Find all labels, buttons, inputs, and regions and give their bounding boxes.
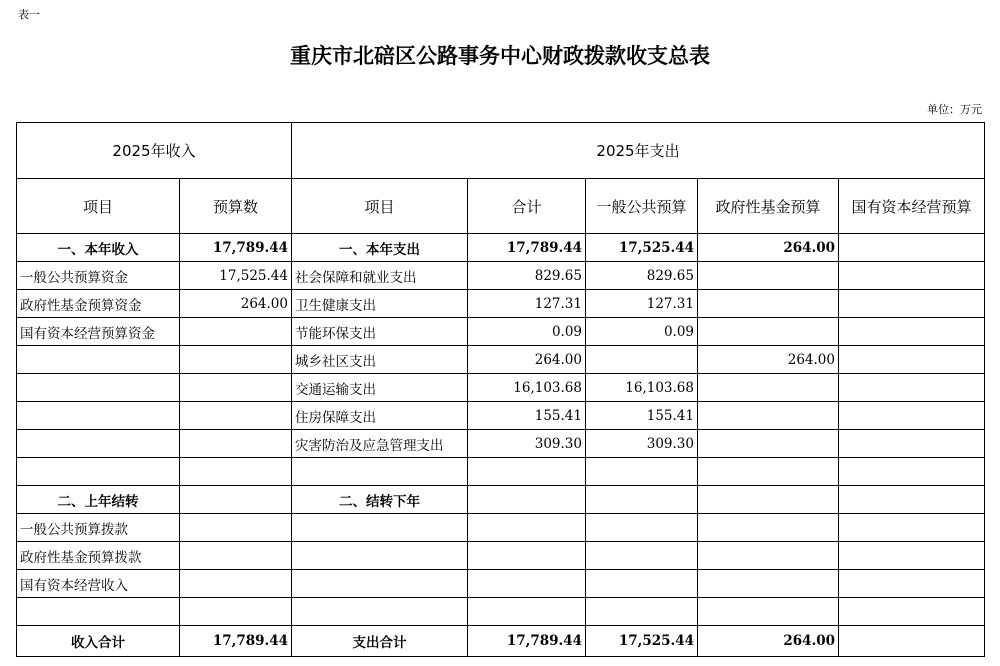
general-budget-cell: 0.09 [586, 318, 698, 346]
income-item-cell: 收入合计 [17, 626, 180, 657]
table-row [17, 290, 985, 318]
general-budget-cell [586, 346, 698, 374]
income-item-cell [17, 346, 180, 374]
income-item-cell: 一般公共预算拨款 [17, 514, 180, 542]
state-capital-cell [839, 290, 985, 318]
income-value-cell [180, 402, 292, 430]
fund-budget-header: 政府性基金预算 [698, 179, 839, 234]
state-capital-cell [839, 402, 985, 430]
fund-budget-cell [698, 262, 839, 290]
general-budget-cell [586, 542, 698, 570]
expense-item-cell: 支出合计 [292, 626, 468, 657]
general-budget-cell: 16,103.68 [586, 374, 698, 402]
expense-item-cell [292, 458, 468, 486]
income-item-cell [17, 598, 180, 626]
general-budget-cell: 17,525.44 [586, 626, 698, 657]
expense-item-cell: 一、本年支出 [292, 234, 468, 262]
table-row [17, 542, 985, 570]
expense-total-cell: 155.41 [468, 402, 586, 430]
table-row [17, 430, 985, 458]
expense-item-cell: 灾害防治及应急管理支出 [292, 430, 468, 458]
expense-total-header: 合计 [468, 179, 586, 234]
state-capital-cell [839, 318, 985, 346]
income-value-cell [180, 458, 292, 486]
income-item-cell: 政府性基金预算拨款 [17, 542, 180, 570]
budget-table [16, 122, 985, 657]
income-value-cell: 17,789.44 [180, 626, 292, 657]
income-item-cell [17, 374, 180, 402]
general-budget-cell [586, 486, 698, 514]
general-budget-cell [586, 570, 698, 598]
income-value-cell [180, 514, 292, 542]
general-budget-cell: 155.41 [586, 402, 698, 430]
income-value-cell: 264.00 [180, 290, 292, 318]
expense-total-cell: 0.09 [468, 318, 586, 346]
expense-item-cell: 城乡社区支出 [292, 346, 468, 374]
income-value-cell: 17,525.44 [180, 262, 292, 290]
expense-total-cell [468, 542, 586, 570]
expense-item-cell [292, 598, 468, 626]
table-row [17, 458, 985, 486]
form-number: 表一 [18, 8, 40, 21]
expense-item-cell: 二、结转下年 [292, 486, 468, 514]
expense-item-cell [292, 570, 468, 598]
expense-total-cell [468, 458, 586, 486]
table-row [17, 626, 985, 657]
state-capital-cell [839, 486, 985, 514]
income-item-cell [17, 458, 180, 486]
general-budget-cell: 309.30 [586, 430, 698, 458]
table-row [17, 402, 985, 430]
income-item-cell: 二、上年结转 [17, 486, 180, 514]
income-value-cell: 17,789.44 [180, 234, 292, 262]
fund-budget-cell [698, 290, 839, 318]
general-budget-cell [586, 598, 698, 626]
fund-budget-cell [698, 458, 839, 486]
table-row [17, 486, 985, 514]
expense-total-cell: 309.30 [468, 430, 586, 458]
table-row [17, 234, 985, 262]
income-value-cell [180, 570, 292, 598]
state-capital-cell [839, 542, 985, 570]
expense-item-cell: 节能环保支出 [292, 318, 468, 346]
expense-total-cell [468, 486, 586, 514]
expense-total-cell [468, 598, 586, 626]
general-budget-cell: 829.65 [586, 262, 698, 290]
income-item-cell: 国有资本经营收入 [17, 570, 180, 598]
fund-budget-cell [698, 570, 839, 598]
income-value-cell [180, 486, 292, 514]
fund-budget-cell [698, 542, 839, 570]
state-capital-cell [839, 346, 985, 374]
income-value-cell [180, 374, 292, 402]
state-capital-header: 国有资本经营预算 [839, 179, 985, 234]
income-item-cell: 一、本年收入 [17, 234, 180, 262]
expense-total-cell [468, 570, 586, 598]
income-item-cell [17, 402, 180, 430]
page-title: 重庆市北碚区公路事务中心财政拨款收支总表 [290, 43, 710, 68]
state-capital-cell [839, 374, 985, 402]
income-section-header: 2025年收入 [17, 123, 292, 179]
state-capital-cell [839, 514, 985, 542]
expense-total-cell: 17,789.44 [468, 626, 586, 657]
fund-budget-cell [698, 514, 839, 542]
expense-total-cell [468, 514, 586, 542]
fund-budget-cell [698, 486, 839, 514]
table-row [17, 346, 985, 374]
table-row [17, 318, 985, 346]
expense-total-cell: 127.31 [468, 290, 586, 318]
fund-budget-cell [698, 430, 839, 458]
expense-item-cell: 社会保障和就业支出 [292, 262, 468, 290]
income-budget-header: 预算数 [180, 179, 292, 234]
state-capital-cell [839, 570, 985, 598]
fund-budget-cell [698, 402, 839, 430]
expense-item-cell: 卫生健康支出 [292, 290, 468, 318]
state-capital-cell [839, 430, 985, 458]
state-capital-cell [839, 458, 985, 486]
general-budget-cell: 17,525.44 [586, 234, 698, 262]
fund-budget-cell: 264.00 [698, 626, 839, 657]
income-item-cell [17, 430, 180, 458]
fund-budget-cell [698, 598, 839, 626]
state-capital-cell [839, 626, 985, 657]
expense-item-cell: 住房保障支出 [292, 402, 468, 430]
general-budget-cell [586, 514, 698, 542]
income-value-cell [180, 598, 292, 626]
state-capital-cell [839, 262, 985, 290]
table-row [17, 570, 985, 598]
expense-item-cell: 交通运输支出 [292, 374, 468, 402]
expense-total-cell: 829.65 [468, 262, 586, 290]
general-budget-header: 一般公共预算 [586, 179, 698, 234]
income-value-cell [180, 346, 292, 374]
expense-total-cell: 264.00 [468, 346, 586, 374]
expense-section-header: 2025年支出 [292, 123, 985, 179]
income-item-cell: 国有资本经营预算资金 [17, 318, 180, 346]
fund-budget-cell [698, 374, 839, 402]
expense-item-cell [292, 542, 468, 570]
income-item-cell: 政府性基金预算资金 [17, 290, 180, 318]
income-item-cell: 一般公共预算资金 [17, 262, 180, 290]
expense-total-cell: 16,103.68 [468, 374, 586, 402]
general-budget-cell: 127.31 [586, 290, 698, 318]
table-row [17, 374, 985, 402]
income-value-cell [180, 430, 292, 458]
general-budget-cell [586, 458, 698, 486]
expense-item-header: 项目 [292, 179, 468, 234]
income-value-cell [180, 318, 292, 346]
unit-label: 单位：万元 [927, 103, 982, 116]
income-value-cell [180, 542, 292, 570]
fund-budget-cell: 264.00 [698, 346, 839, 374]
expense-item-cell [292, 514, 468, 542]
fund-budget-cell [698, 318, 839, 346]
expense-total-cell: 17,789.44 [468, 234, 586, 262]
table-row [17, 598, 985, 626]
state-capital-cell [839, 598, 985, 626]
table-row [17, 262, 985, 290]
table-row [17, 514, 985, 542]
income-item-header: 项目 [17, 179, 180, 234]
fund-budget-cell: 264.00 [698, 234, 839, 262]
state-capital-cell [839, 234, 985, 262]
